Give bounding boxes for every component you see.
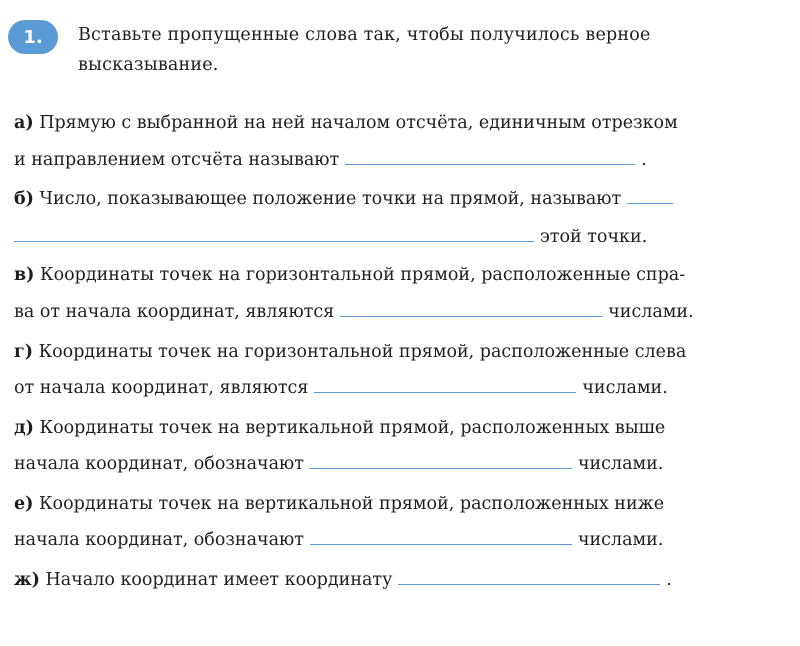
task-instruction: Вставьте пропущенные слова так, чтобы получилось верное высказывание. [78,25,651,75]
item-a-line2 [14,145,774,175]
item-b-line2 [14,222,774,252]
item-label: а) [14,113,34,133]
item-b-line1 [14,184,774,214]
item-text: Координаты точек на вертикальной прямой, расположенных ниже [39,494,665,514]
item-text: . [641,150,647,170]
answer-blank-v[interactable] [340,298,602,317]
item-text: начала координат, обозначают [14,530,304,550]
item-text: от начала координат, являются [14,378,309,398]
item-g-line2 [14,373,774,403]
answer-blank-a[interactable] [345,146,635,165]
item-g-line1 [14,337,774,367]
item-zh-line1 [14,565,774,595]
item-text: Прямую с выбранной на ней началом отсчёта, единичным отрезком [39,113,678,133]
item-text: Число, показывающее положение точки на прямой, называют [39,189,622,209]
answer-blank-b-part1[interactable] [627,185,673,204]
item-text: начала координат, обозначают [14,454,304,474]
item-d-line2 [14,449,774,479]
item-text: числами. [577,530,664,550]
answer-blank-b-part2[interactable] [14,223,534,242]
answer-blank-e[interactable] [310,526,572,545]
item-a-line1 [14,108,774,138]
item-text: Координаты точек на горизонтальной прямой, расположенные слева [38,342,687,362]
item-label: г) [14,342,34,362]
item-v-line1 [14,260,774,290]
item-v-line2 [14,297,774,327]
item-label: в) [14,265,35,285]
item-d-line1 [14,413,774,443]
answer-blank-g[interactable] [314,374,576,393]
item-text: Координаты точек на вертикальной прямой, расположенных выше [39,418,666,438]
answer-blank-d[interactable] [310,450,572,469]
item-label: б) [14,189,34,209]
item-text: числами. [577,454,664,474]
task-number-badge: 1. [8,20,58,54]
item-text: числами. [608,302,694,322]
item-text: этой точки. [540,227,648,247]
item-text: Координаты точек на горизонтальной прямой, расположенные спра- [40,265,686,285]
item-text: Начало координат имеет координату [45,570,393,590]
item-e-line2 [14,525,774,555]
item-text: . [666,570,672,590]
item-text: числами. [582,378,668,398]
answer-blank-zh[interactable] [398,566,660,585]
item-label: е) [14,494,34,514]
item-text: ва от начала координат, являются [14,302,335,322]
item-e-line1 [14,489,774,519]
item-label: д) [14,418,34,438]
item-label: ж) [14,570,40,590]
item-text: и направлением отсчёта называют [14,150,340,170]
